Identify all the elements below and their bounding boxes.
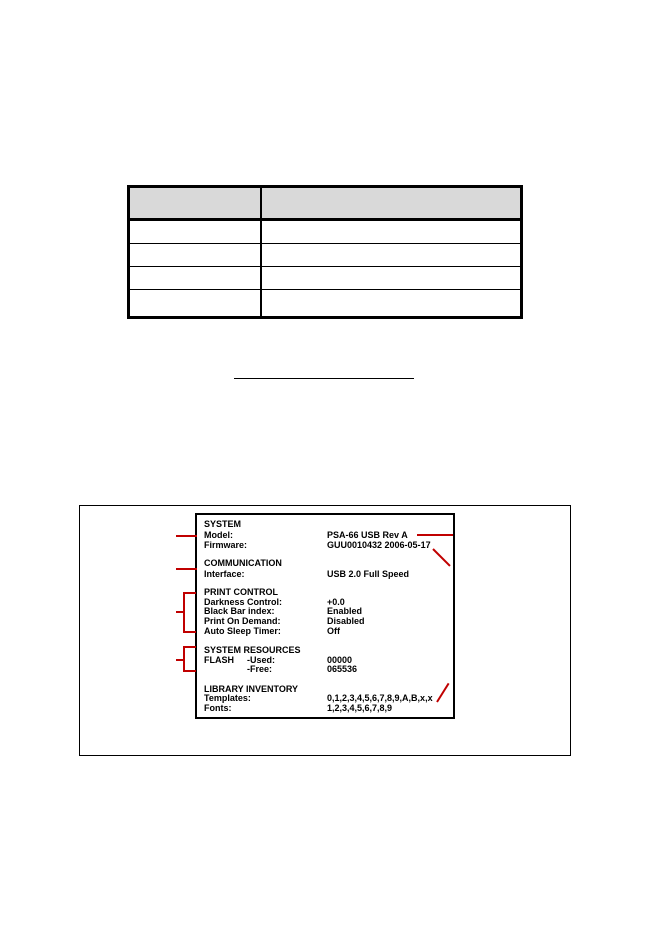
templates-label: Templates: — [204, 693, 251, 703]
callout-system-resources — [176, 659, 184, 661]
darkness-label: Darkness Control: — [204, 597, 283, 607]
model-value: PSA-66 USB Rev A — [327, 530, 408, 540]
callout-bracket-bottom — [183, 670, 196, 672]
communication-heading: COMMUNICATION — [204, 558, 282, 568]
system-heading: SYSTEM — [204, 519, 242, 529]
flash-used-value: 00000 — [327, 655, 353, 665]
firmware-value: GUU0010432 2006-05-17 — [327, 540, 431, 550]
table-header-row — [130, 188, 520, 221]
table-row-divider — [130, 289, 520, 290]
darkness-value: +0.0 — [327, 597, 345, 607]
library-inventory-heading: LIBRARY INVENTORY — [204, 684, 299, 694]
callout-print-control — [176, 611, 184, 613]
interface-value: USB 2.0 Full Speed — [327, 569, 410, 579]
sleep-label: Auto Sleep Timer: — [204, 626, 281, 636]
system-resources-heading: SYSTEM RESOURCES — [204, 645, 301, 655]
flash-label: FLASH — [204, 655, 234, 665]
model-label: Model: — [204, 530, 233, 540]
callout-bracket-top — [183, 646, 196, 648]
flash-free-value: 065536 — [327, 664, 358, 674]
callout-bracket-top — [183, 592, 196, 594]
callout-model — [417, 534, 453, 536]
table-column-divider — [260, 188, 262, 316]
callout-communication — [176, 568, 197, 570]
fonts-value: 1,2,3,4,5,6,7,8,9 — [327, 703, 393, 713]
callout-bracket-bottom — [183, 631, 196, 633]
flash-used-label: -Used: — [247, 655, 276, 665]
table-row-divider — [130, 243, 520, 244]
blackbar-value: Enabled — [327, 606, 363, 616]
fonts-label: Fonts: — [204, 703, 232, 713]
blackbar-label: Black Bar index: — [204, 606, 275, 616]
callout-system — [176, 535, 197, 537]
info-table — [127, 185, 523, 319]
templates-value: 0,1,2,3,4,5,6,7,8,9,A,B,x,x — [327, 693, 433, 703]
firmware-label: Firmware: — [204, 540, 248, 550]
ondemand-label: Print On Demand: — [204, 616, 281, 626]
table-row-divider — [130, 266, 520, 267]
interface-label: Interface: — [204, 569, 245, 579]
sleep-value: Off — [327, 626, 340, 636]
print-control-heading: PRINT CONTROL — [204, 587, 278, 597]
ondemand-value: Disabled — [327, 616, 365, 626]
flash-free-label: -Free: — [247, 664, 273, 674]
underline-rule — [234, 378, 414, 379]
